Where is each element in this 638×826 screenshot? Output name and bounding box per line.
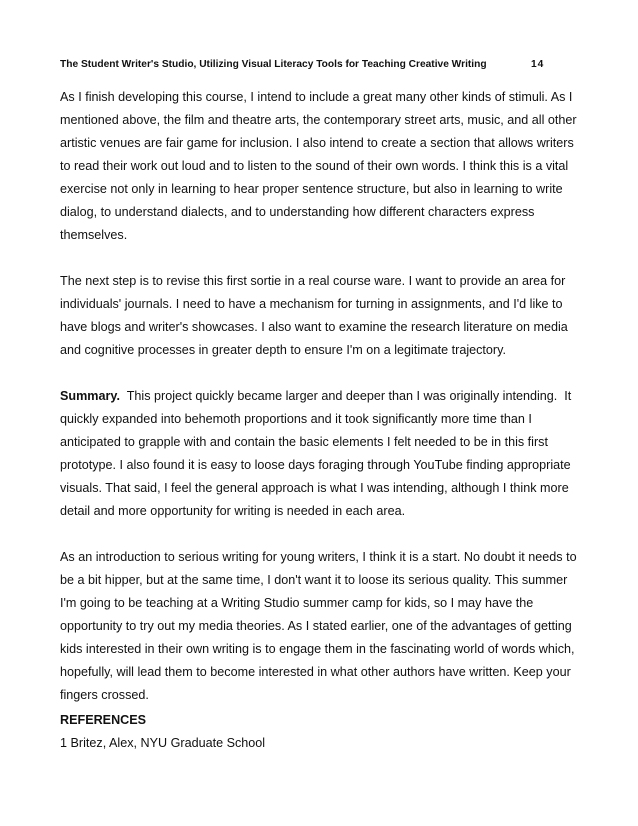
text-line: As an introduction to serious writing for young writers, I think it is a start. No doubt it needs to xyxy=(60,550,577,564)
text-line: visuals. That said, I feel the general approach is what I was intending, although I think more xyxy=(60,481,569,495)
text-line: mentioned above, the film and theatre arts, the contemporary street arts, music, and all other xyxy=(60,113,577,127)
text-line: individuals' journals. I need to have a mechanism for turning in assignments, and I'd like to xyxy=(60,297,563,311)
text-line: exercise not only in learning to hear proper sentence structure, but also in learning to write xyxy=(60,182,563,196)
text-line: artistic venues are fair game for inclusion. I also intend to create a section that allows writers xyxy=(60,136,574,150)
summary-paragraph xyxy=(60,385,582,523)
text-line: quickly expanded into behemoth proportions and it took significantly more time than I xyxy=(60,412,532,426)
summary-lead-in: Summary. xyxy=(60,389,120,403)
text-line: I'm going to be teaching at a Writing Studio summer camp for kids, so I may have the xyxy=(60,596,534,610)
body-text xyxy=(60,86,582,730)
running-header xyxy=(60,59,580,75)
text-line: kids interested in their own writing is to engage them in the fascinating world of words which, xyxy=(60,642,575,656)
summary-first-line: This project quickly became larger and deeper than I was originally intending. It xyxy=(119,389,572,403)
text-line: to read their work out loud and to listen to the sound of their own words. I think this is a vital xyxy=(60,159,569,173)
paragraph xyxy=(60,86,582,247)
text-line: and cognitive processes in greater depth to ensure I'm on a legitimate trajectory. xyxy=(60,343,506,357)
text-line: have blogs and writer's showcases. I also want to examine the research literature on media xyxy=(60,320,568,334)
text-line: anticipated to grapple with and contain the basic elements I felt needed to be in this first xyxy=(60,435,548,449)
text-line: be a bit hipper, but at the same time, I don't want it to loose its serious quality. This summer xyxy=(60,573,568,587)
text-line: fingers crossed. xyxy=(60,688,149,702)
text-line xyxy=(60,385,582,408)
document-title: The Student Writer's Studio, Utilizing Visual Literacy Tools for Teaching Creative Writing xyxy=(60,59,487,70)
references-heading: REFERENCES xyxy=(60,713,147,727)
text-line: detail and more opportunity for writing is needed in each area. xyxy=(60,504,406,518)
text-line: The next step is to revise this first sortie in a real course ware. I want to provide an area for xyxy=(60,274,566,288)
text-line: As I finish developing this course, I intend to include a great many other kinds of stimuli. As I xyxy=(60,90,573,104)
page-number: 14 xyxy=(531,59,545,70)
paragraph xyxy=(60,546,582,707)
references-section xyxy=(60,709,582,755)
paragraph xyxy=(60,270,582,362)
text-line: hopefully, will lead them to become interested in what other authors have written. Keep your xyxy=(60,665,571,679)
text-line: opportunity to try out my media theories. As I stated earlier, one of the advantages of getting xyxy=(60,619,572,633)
reference-item: 1 Britez, Alex, NYU Graduate School xyxy=(60,736,266,750)
text-line: dialog, to understand dialects, and to understanding how different characters express xyxy=(60,205,535,219)
text-line: themselves. xyxy=(60,228,128,242)
text-line: prototype. I also found it is easy to loose days foraging through YouTube finding appropriate xyxy=(60,458,571,472)
